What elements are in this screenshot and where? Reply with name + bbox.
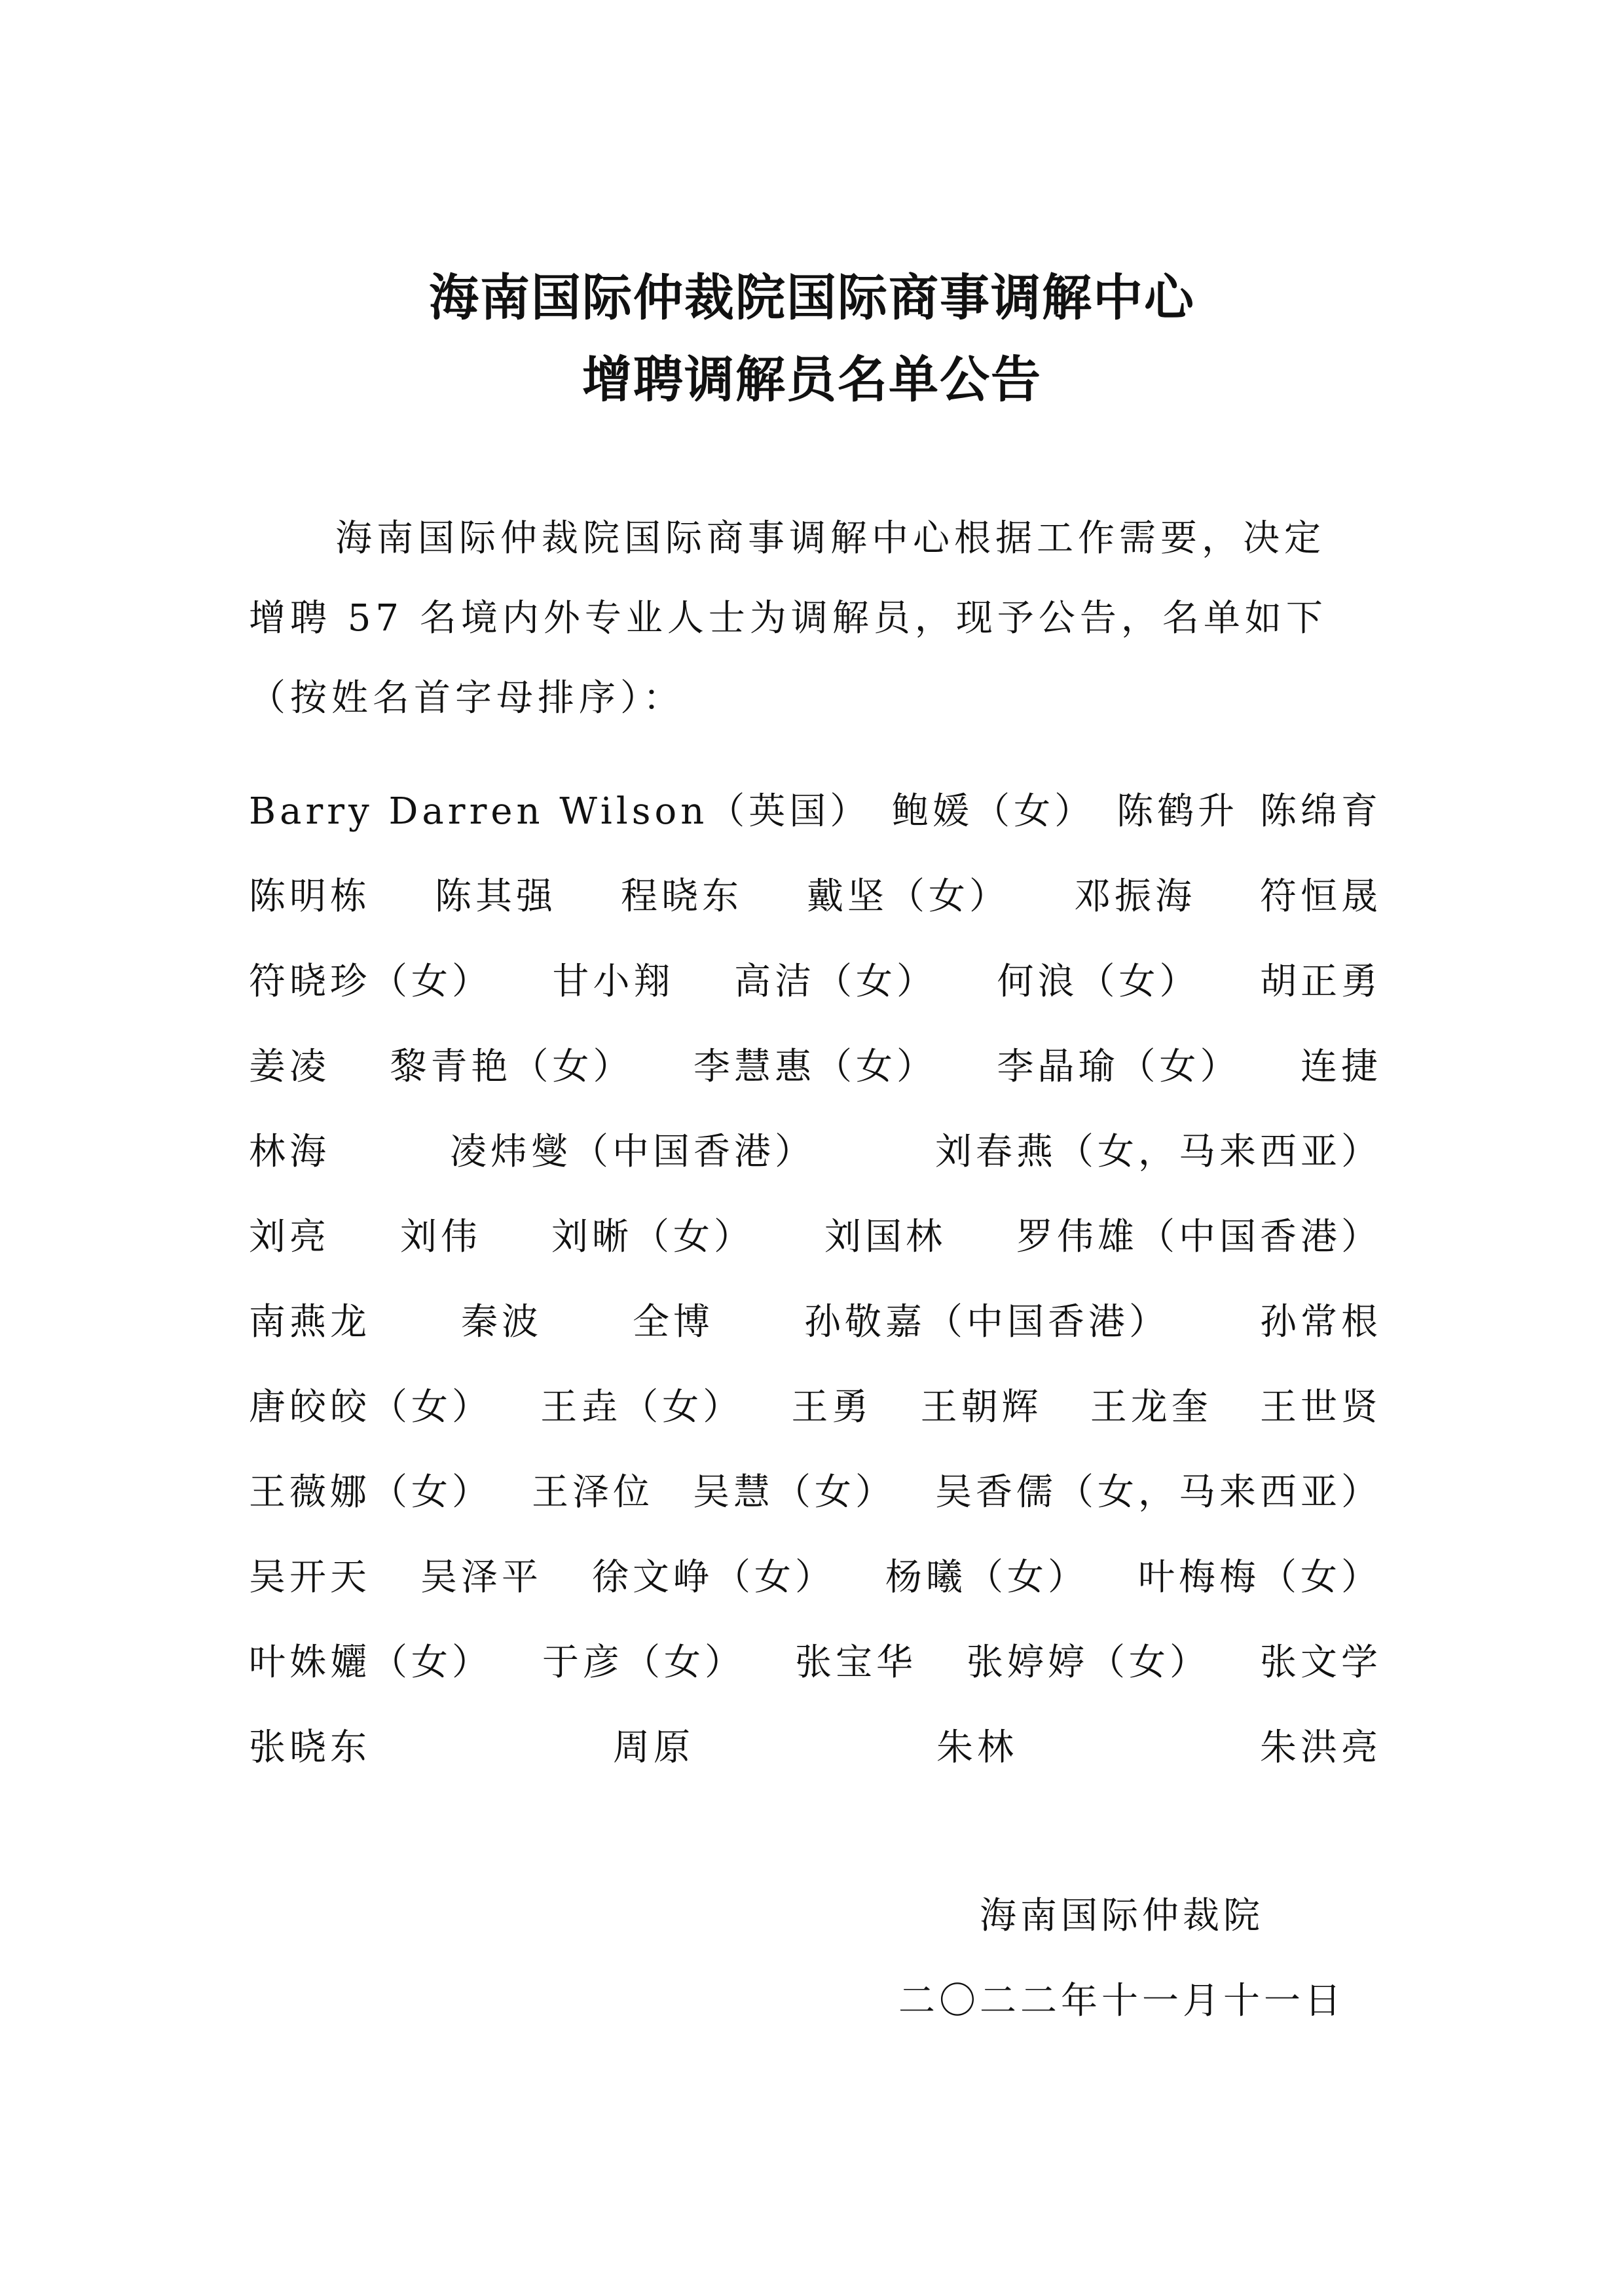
- signature-block: [898, 1874, 1345, 2044]
- mediator-name: 凌炜燮（中国香港）: [450, 1131, 815, 1173]
- mediator-name: 全博: [633, 1301, 714, 1343]
- intro-line: 海南国际仲裁院国际商事调解中心根据工作需要，决定: [335, 517, 1325, 560]
- mediator-name: 连捷: [1301, 1046, 1382, 1088]
- mediator-name: 刘国林: [824, 1216, 946, 1258]
- mediator-name: 王朝辉: [920, 1386, 1043, 1429]
- signature-organization: 海南国际仲裁院: [980, 1895, 1264, 1937]
- name-row: [249, 939, 1382, 1025]
- mediator-name: 南燕龙: [249, 1301, 371, 1343]
- name-row: [249, 1195, 1382, 1280]
- name-row: [249, 1705, 1382, 1791]
- mediator-name: 王勇: [791, 1386, 873, 1429]
- page-title-line-2: 增聘调解员名单公告: [582, 350, 1042, 409]
- mediator-name: 徐文峥（女）: [592, 1556, 836, 1599]
- mediator-name: 李慧惠（女）: [693, 1046, 937, 1088]
- mediator-name: Barry Darren Wilson（英国）: [249, 790, 871, 833]
- mediator-name: 吴开天: [249, 1556, 371, 1599]
- name-row: [249, 854, 1382, 939]
- mediator-name: 刘伟: [400, 1216, 481, 1258]
- page-title-line-1: 海南国际仲裁院国际商事调解中心: [429, 268, 1195, 327]
- mediator-name: 王薇娜（女）: [249, 1471, 492, 1514]
- mediator-name: 杨曦（女）: [885, 1556, 1088, 1599]
- mediator-name: 何浪（女）: [997, 960, 1200, 1003]
- mediator-name: 罗伟雄（中国香港）: [1016, 1216, 1382, 1258]
- mediator-name: 王垚（女）: [540, 1386, 744, 1429]
- mediator-name: 张晓东: [249, 1726, 371, 1769]
- mediator-name: 王泽位: [532, 1471, 654, 1514]
- intro-line: （按姓名首字母排序）：: [249, 677, 684, 720]
- mediator-name: 符晓珍（女）: [249, 960, 492, 1003]
- mediator-name: 陈鹤升: [1116, 790, 1239, 833]
- mediator-name: 陈明栋: [249, 875, 371, 918]
- mediator-name: 鲍媛（女）: [892, 790, 1096, 833]
- name-row: [249, 1280, 1382, 1365]
- mediator-name: 甘小翔: [552, 960, 674, 1003]
- mediator-name: 吴泽平: [420, 1556, 542, 1599]
- name-row: [249, 1620, 1382, 1705]
- mediator-name: 邓振海: [1074, 875, 1196, 918]
- mediator-name: 符恒晟: [1260, 875, 1382, 918]
- mediator-name: 刘晰（女）: [551, 1216, 754, 1258]
- mediator-name: 刘亮: [249, 1216, 330, 1258]
- mediator-name-list: [249, 769, 1382, 1791]
- name-row: [249, 1535, 1382, 1620]
- mediator-name: 陈绵育: [1259, 790, 1382, 833]
- mediator-name: 朱林: [936, 1726, 1018, 1769]
- mediator-name: 孙敬嘉（中国香港）: [804, 1301, 1170, 1343]
- mediator-name: 吴慧（女）: [693, 1471, 896, 1514]
- mediator-name: 程晓东: [621, 875, 743, 918]
- mediator-name: 陈其强: [435, 875, 557, 918]
- mediator-name: 姜凌: [249, 1046, 330, 1088]
- intro-line: 增聘 57 名境内外专业人士为调解员，现予公告，名单如下: [249, 597, 1327, 640]
- mediator-name: 戴坚（女）: [807, 875, 1010, 918]
- mediator-name: 李晶瑜（女）: [997, 1046, 1241, 1088]
- mediator-name: 胡正勇: [1260, 960, 1382, 1003]
- mediator-name: 王世贤: [1259, 1386, 1382, 1429]
- signature-date: 二〇二二年十一月十一日: [898, 1980, 1345, 2022]
- name-row: [249, 1110, 1382, 1195]
- mediator-name: 黎青艳（女）: [390, 1046, 634, 1088]
- name-row: [249, 1450, 1382, 1535]
- mediator-name: 刘春燕（女，马来西亚）: [935, 1131, 1382, 1173]
- name-row: [249, 1365, 1382, 1450]
- mediator-name: 叶梅梅（女）: [1138, 1556, 1382, 1599]
- mediator-name: 张婷婷（女）: [967, 1641, 1210, 1684]
- mediator-name: 高洁（女）: [734, 960, 937, 1003]
- mediator-name: 王龙奎: [1090, 1386, 1212, 1429]
- name-row: [249, 1025, 1382, 1110]
- name-row: [249, 769, 1382, 854]
- mediator-name: 张文学: [1260, 1641, 1382, 1684]
- mediator-name: 秦波: [461, 1301, 542, 1343]
- mediator-name: 林海: [249, 1131, 330, 1173]
- mediator-name: 于彦（女）: [542, 1641, 745, 1684]
- mediator-name: 周原: [613, 1726, 694, 1769]
- mediator-name: 唐皎皎（女）: [249, 1386, 492, 1429]
- mediator-name: 吴香儒（女，马来西亚）: [935, 1471, 1382, 1514]
- mediator-name: 朱洪亮: [1260, 1726, 1382, 1769]
- intro-paragraph: [249, 499, 1382, 738]
- mediator-name: 张宝华: [795, 1641, 917, 1684]
- mediator-name: 孙常根: [1260, 1301, 1382, 1343]
- mediator-name: 叶姝孋（女）: [249, 1641, 492, 1684]
